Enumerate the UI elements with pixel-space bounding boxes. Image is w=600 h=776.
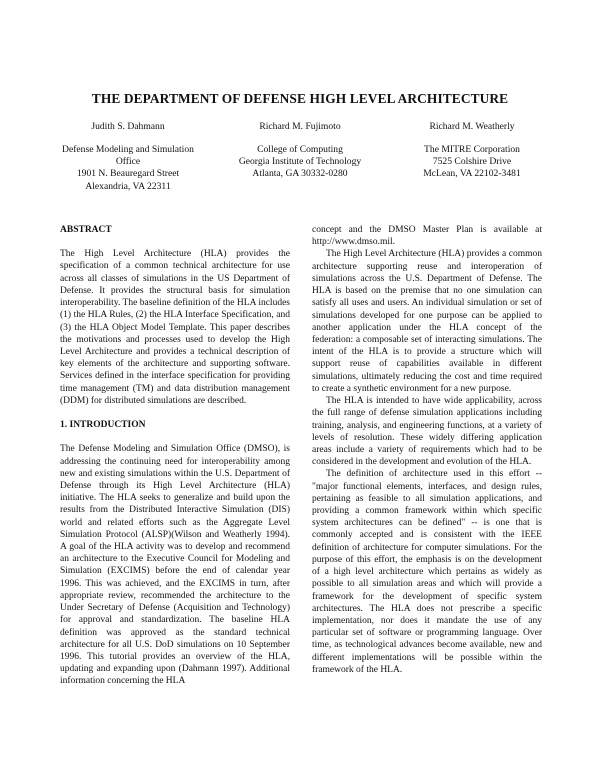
- author-affiliation-line: Alexandria, VA 22311: [85, 180, 171, 192]
- right-column: [312, 224, 542, 676]
- author-affiliation-line: 7525 Colshire Drive: [432, 156, 512, 168]
- author-affiliation-line: Defense Modeling and Simulation: [62, 143, 194, 155]
- author-affiliation-line: Georgia Institute of Technology: [238, 156, 362, 168]
- author-1: [48, 121, 208, 193]
- author-affiliation-line: McLean, VA 22102-3481: [423, 168, 521, 180]
- author-3: [392, 121, 552, 181]
- author-name: Richard M. Weatherly: [429, 121, 515, 132]
- author-affiliation-line: Office: [115, 156, 141, 168]
- author-name: Judith S. Dahmann: [91, 121, 165, 132]
- author-affiliation-line: 1901 N. Beauregard Street: [76, 168, 180, 180]
- introduction-paragraph: The definition of architecture used in this effort -- "major functional elements, interfaces, and design rules, pertaining as feasible to all simulation applications, and providing a common framework within which specific system architectures can be defined" -- is one that is commonly accepted and is consistent with the IEEE definition of architecture for computer simulations. For the purpose of this effort, the emphasis is on the development of a high level architecture which pertains as widely as possible to all simulation areas and which will provide a framework for the development of specific system architectures. The HLA does not prescribe a specific implementation, nor does it mandate the use of any particular set of software or programming language. Over time, as technological advances become available, new and different implementations will be possible within the framework of the HLA.: [312, 469, 542, 675]
- author-2: [220, 121, 380, 181]
- introduction-paragraph: The High Level Architecture (HLA) provides a common architecture supporting reuse and interoperation of simulations across the U.S. Department of Defense. The HLA is based on the premise that no one simulation can satisfy all uses and users. An individual simulation or set of simulations developed for one purpose can be applied to another application under the HLA concept of the federation: a composable set of interacting simulations. The intent of the HLA is to provide a structure which will support reuse of capabilities available in different simulations, ultimately reducing the cost and time required to create a synthetic environment for a new purpose.: [312, 249, 542, 394]
- author-affiliation-line: The MITRE Corporation: [424, 143, 520, 155]
- left-column: [60, 224, 290, 688]
- abstract-text: The High Level Architecture (HLA) provides the specification of a common technical architecture for use across all classes of simulations in the US Department of Defense. It provides the structural basis for simulation interoperability. The baseline definition of the HLA includes (1) the HLA Rules, (2) the HLA Interface Specification, and (3) the HLA Object Model Template. This paper describes the motivations and processes used to develop the High Level Architecture and provides a technical description of key elements of the architecture and supporting software. Services defined in the interface specification for providing time management (TM) and data distribution management (DDM) for distributed simulations are described.: [60, 249, 290, 406]
- author-affiliation-line: College of Computing: [257, 143, 343, 155]
- author-name: Richard M. Fujimoto: [259, 121, 341, 132]
- paper-title: THE DEPARTMENT OF DEFENSE HIGH LEVEL ARCHITECTURE: [91, 91, 509, 106]
- introduction-paragraph: The HLA is intended to have wide applicability, across the full range of defense simulation applications including training, analysis, and engineering functions, at a variety of levels of resolution. These widely differing application areas include a variety of requirements which had to be considered in the development and evolution of the HLA.: [312, 396, 542, 468]
- introduction-paragraph: The Defense Modeling and Simulation Office (DMSO), is addressing the continuing need for interoperability among new and existing simulations within the U.S. Department of Defense through its High Level Architecture (HLA) initiative. The HLA seeks to generalize and build upon the results from the Distributed Interactive Simulation (DIS) world and related efforts such as the Aggregate Level Simulation Protocol (ALSP)(Wilson and Weatherly 1994). A goal of the HLA activity was to develop and recommend an architecture to the Executive Council for Modeling and Simulation (EXCIMS) before the end of calendar year 1996. This was achieved, and the EXCIMS in turn, after appropriate review, recommended the architecture to the Under Secretary of Defense (Acquisition and Technology) for approval and standardization. The baseline HLA definition was approved as the standard technical architecture for all U.S. DoD simulations on 10 September 1996. This tutorial provides an overview of the HLA, updating and expanding upon (Dahmann 1997). Additional information concerning the HLA: [60, 444, 290, 687]
- author-affiliation-line: Atlanta, GA 30332-0280: [252, 168, 348, 180]
- abstract-heading: ABSTRACT: [60, 225, 112, 235]
- introduction-heading: 1. INTRODUCTION: [60, 420, 146, 431]
- introduction-paragraph-continued: concept and the DMSO Master Plan is available at http://www.dmso.mil.: [312, 225, 542, 248]
